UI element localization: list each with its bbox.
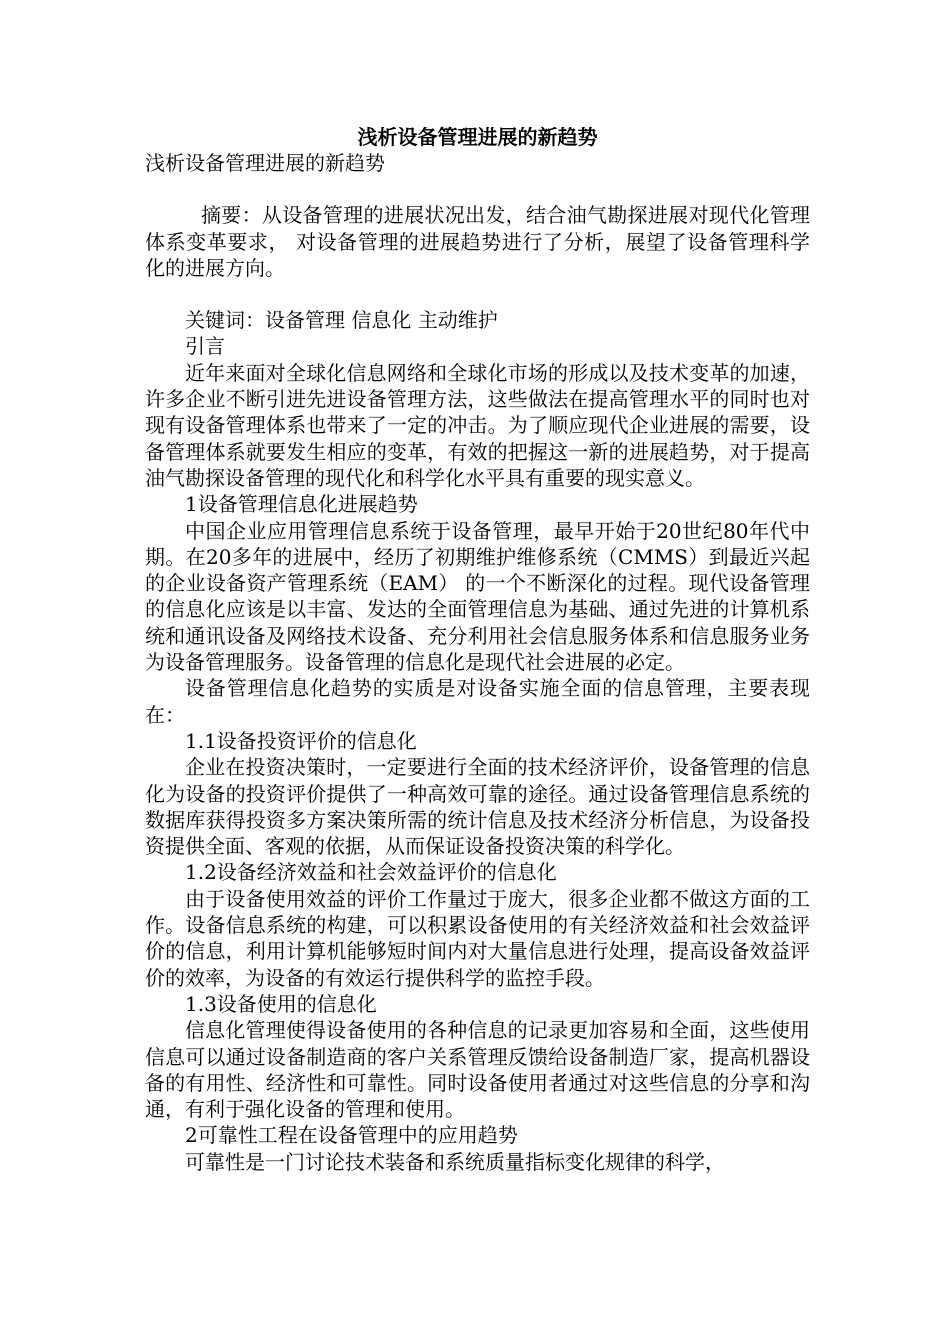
document-title: 浅析设备管理进展的新趋势 — [357, 125, 598, 149]
section-1-3-paragraph: 信息化管理使得设备使用的各种信息的记录更加容易和全面，这些使用信息可以通过设备制造商的客户关系管理反馈给设备制造厂家，提高机器设备的有用性、经济性和可靠性。同时设备使用者通过对这些信息的分享和沟通，有利于强化设备的管理和使用。 — [145, 1018, 810, 1122]
section-1-3-heading: 1.3设备使用的信息化 — [185, 991, 377, 1016]
section-1-paragraph-1: 中国企业应用管理信息系统于设备管理，最早开始于20世纪80年代中期。在20多年的进展中，经历了初期维护维修系统（CMMS）到最近兴起的企业设备资产管理系统（EAM） 的一个不断深化的过程。现代设备管理的信息化应该是以丰富、发达的全面管理信息为基础、通过先进的计算机系统和通讯设备及网络技术设备、充分利用社会信息服务体系和信息服务业务为设备管理服务。设备管理的信息化是现代社会进展的必定。 — [145, 518, 810, 675]
document-subtitle: 浅析设备管理进展的新趋势 — [145, 151, 385, 175]
intro-paragraph: 近年来面对全球化信息网络和全球化市场的形成以及技术变革的加速，许多企业不断引进先进设备管理方法，这些做法在提高管理水平的同时也对现有设备管理体系也带来了一定的冲击。为了顺应现代企业进展的需要，设备管理体系就要发生相应的变革，有效的把握这一新的进展趋势，对于提高油气勘探设备管理的现代化和科学化水平具有重要的现实意义。 — [145, 360, 810, 490]
section-1-paragraph-2: 设备管理信息化趋势的实质是对设备实施全面的信息管理，主要表现在： — [145, 676, 810, 727]
blank-line — [145, 176, 810, 202]
section-1-heading: 1设备管理信息化进展趋势 — [185, 492, 418, 517]
section-1-1-heading: 1.1设备投资评价的信息化 — [185, 728, 417, 753]
abstract-paragraph: 摘要：从设备管理的进展状况出发，结合油气勘探进展对现代化管理体系变革要求， 对设备管理的进展趋势进行了分析，展望了设备管理科学化的进展方向。 — [145, 203, 810, 280]
keywords-line: 关键词：设备管理 信息化 主动维护 — [185, 308, 498, 333]
intro-heading: 引言 — [185, 334, 225, 359]
blank-line — [145, 281, 810, 307]
section-1-1-paragraph: 企业在投资决策时，一定要进行全面的技术经济评价，设备管理的信息化为设备的投资评价提供了一种高效可靠的途径。通过设备管理信息系统的数据库获得投资多方案决策所需的统计信息及技术经济分析信息，为设备投资提供全面、客观的依据，从而保证设备投资决策的科学化。 — [145, 755, 810, 859]
section-2-paragraph: 可靠性是一门讨论技术装备和系统质量指标变化规律的科学， — [185, 1149, 725, 1174]
section-2-heading: 2可靠性工程在设备管理中的应用趋势 — [185, 1123, 518, 1148]
section-1-2-paragraph: 由于设备使用效益的评价工作量过于庞大，很多企业都不做这方面的工作。设备信息系统的构建，可以积累设备使用的有关经济效益和社会效益评价的信息，利用计算机能够短时间内对大量信息进行处理，提高设备效益评价的效率，为设备的有效运行提供科学的监控手段。 — [145, 886, 810, 990]
document-body — [145, 122, 810, 1175]
section-1-2-heading: 1.2设备经济效益和社会效益评价的信息化 — [185, 860, 557, 885]
